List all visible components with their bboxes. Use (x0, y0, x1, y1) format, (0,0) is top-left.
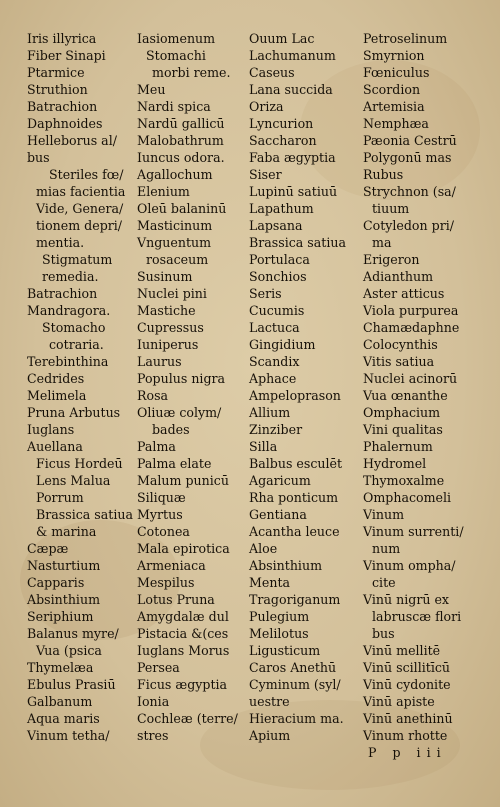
index-entry: Lachumanum (249, 48, 336, 63)
index-entry: Pistacia &(ces (137, 626, 229, 641)
index-entry: Nemphæa (363, 116, 429, 131)
index-entry: Fiber Sinapi (27, 48, 106, 63)
index-entry: Mandragora. (27, 303, 111, 318)
index-entry: Rha ponticum (249, 490, 339, 505)
index-entry: Palma (137, 439, 176, 454)
index-entry: Masticinum (137, 218, 213, 233)
index-entry: Capparis (27, 575, 85, 590)
index-entry: Menta (249, 575, 291, 590)
index-entry: Stigmatum (42, 252, 113, 267)
index-entry: Acantha leuce (249, 524, 340, 539)
index-entry: Batrachion (27, 286, 98, 301)
index-entry: Rosa (137, 388, 169, 403)
index-entry: Nasturtium (27, 558, 101, 573)
index-entry: Vinū nigrū ex (363, 592, 450, 607)
index-entry: Absinthium (27, 592, 101, 607)
index-entry: Mespilus (137, 575, 195, 590)
index-entry: Vinū scillitīcū (363, 660, 451, 675)
index-entry: Polygonū mas (363, 150, 452, 165)
index-entry: Faba ægyptia (249, 150, 336, 165)
index-entry: Cyminum (syl/ (249, 677, 341, 692)
index-entry: Colocynthis (363, 337, 438, 352)
index-entry: Vide, Genera/ (36, 201, 124, 216)
index-entry: Tragoriganum (249, 592, 341, 607)
index-entry: & marina (36, 524, 97, 539)
index-entry: Brassica satiua (249, 235, 346, 250)
index-entry: Malobathrum (137, 133, 224, 148)
index-entry: Laurus (137, 354, 182, 369)
index-entry: Rubus (363, 167, 404, 182)
index-entry: Ptarmice (27, 65, 85, 80)
index-entry: Stomachi (146, 48, 206, 63)
index-entry: Seriphium (27, 609, 94, 624)
index-entry: Zinziber (249, 422, 303, 437)
index-entry: Meu (137, 82, 166, 97)
index-entry: Vua (psica (36, 643, 102, 658)
index-entry: Vnguentum (137, 235, 212, 250)
index-entry: Amygdalæ dul (137, 609, 229, 624)
signature-mark-container (368, 744, 447, 761)
index-entry: Ficus ægyptia (137, 677, 228, 692)
index-entry: Lupinū satiuū (249, 184, 338, 199)
index-entry: Thymelæa (27, 660, 94, 675)
index-entry: Helleborus al/ (27, 133, 117, 148)
index-entry: Vini qualitas (363, 422, 443, 437)
index-entry: Susinum (137, 269, 193, 284)
index-entry: Melimela (27, 388, 87, 403)
index-entry: stres (137, 728, 169, 743)
index-entry: Vinum ompha/ (363, 558, 456, 573)
index-entry: Chamædaphne (363, 320, 460, 335)
index-entry: Caros Anethū (249, 660, 337, 675)
index-entry: Pæonia Cestrū (363, 133, 457, 148)
index-entry: Nuclei acinorū (363, 371, 458, 386)
index-entry: Steriles fœ/ (49, 167, 124, 182)
index-entry: tionem depri/ (36, 218, 123, 233)
index-entry: Cotyledon pri/ (363, 218, 454, 233)
index-entry: Vinum (363, 507, 405, 522)
index-entry: Hydromel (363, 456, 427, 471)
index-entry: Artemisia (363, 99, 425, 114)
index-entry: Fœniculus (363, 65, 430, 80)
index-entry: Mastiche (137, 303, 196, 318)
index-entry: uestre (249, 694, 290, 709)
index-entry: Omphacium (363, 405, 441, 420)
index-entry: Malum punicū (137, 473, 229, 488)
index-entry: Scordion (363, 82, 421, 97)
index-entry: Lana succida (249, 82, 333, 97)
index-entry: Ficus Hordeū (36, 456, 123, 471)
index-entry: Cochleæ (terre/ (137, 711, 238, 726)
index-entry: Armeniaca (137, 558, 206, 573)
index-entry: Oriza (249, 99, 284, 114)
signature-mark: P p iii (368, 745, 447, 760)
index-entry: Vinū mellitē (363, 643, 441, 658)
index-column-3 (249, 30, 346, 744)
index-entry: Iuglans Morus (137, 643, 230, 658)
index-entry: Iris illyrica (27, 31, 97, 46)
index-entry: Agaricum (249, 473, 311, 488)
index-entry: bus (27, 150, 50, 165)
index-entry: Vinū apiste (363, 694, 435, 709)
index-entry: Strychnon (sa/ (363, 184, 456, 199)
index-entry: Iasiomenum (137, 31, 216, 46)
index-entry: Nardū gallicū (137, 116, 225, 131)
index-column-1 (27, 30, 133, 744)
index-entry: Stomacho (42, 320, 106, 335)
index-entry: Siser (249, 167, 282, 182)
index-entry: Siliquæ (137, 490, 186, 505)
index-entry: Balanus myre/ (27, 626, 119, 641)
index-entry: Cæpæ (27, 541, 69, 556)
index-entry: Pruna Arbutus (27, 405, 121, 420)
index-entry: tiuum (372, 201, 410, 216)
index-entry: Nardi spica (137, 99, 211, 114)
index-entry: Terebinthina (27, 354, 109, 369)
index-entry: Balbus esculēt (249, 456, 343, 471)
index-entry: Caseus (249, 65, 295, 80)
index-entry: Gingidium (249, 337, 316, 352)
index-entry: Vinum rhotte (363, 728, 448, 743)
index-entry: Vinū anethinū (363, 711, 453, 726)
index-entry: Batrachion (27, 99, 98, 114)
index-entry: Porrum (36, 490, 84, 505)
index-entry: Lyncurion (249, 116, 314, 131)
index-entry: Saccharon (249, 133, 317, 148)
index-entry: Hieracium ma. (249, 711, 344, 726)
index-entry: Populus nigra (137, 371, 226, 386)
index-entry: remedia. (42, 269, 99, 284)
index-entry: cotraria. (49, 337, 104, 352)
index-entry: Aloe (249, 541, 278, 556)
index-entry: Ouum Lac (249, 31, 315, 46)
index-entry: Phalernum (363, 439, 433, 454)
index-entry: Ligusticum (249, 643, 321, 658)
index-entry: Struthion (27, 82, 88, 97)
index-entry: Galbanum (27, 694, 93, 709)
index-column-2 (137, 30, 238, 744)
index-entry: Allium (249, 405, 291, 420)
index-entry: Portulaca (249, 252, 310, 267)
index-entry: Oliuæ colym/ (137, 405, 222, 420)
index-entry: morbi reme. (152, 65, 231, 80)
index-entry: Daphnoides (27, 116, 103, 131)
index-entry: rosaceum (146, 252, 209, 267)
index-entry: Vinū cydonite (363, 677, 451, 692)
index-entry: Erigeron (363, 252, 420, 267)
index-entry: Cucumis (249, 303, 305, 318)
index-entry: Cotonea (137, 524, 190, 539)
index-entry: Seris (249, 286, 282, 301)
index-entry: Lapathum (249, 201, 314, 216)
index-entry: bades (152, 422, 190, 437)
index-entry: Vua œnanthe (363, 388, 448, 403)
index-entry: Aphace (249, 371, 297, 386)
index-entry: Petroselinum (363, 31, 448, 46)
index-entry: Auellana (27, 439, 83, 454)
index-entry: Ionia (137, 694, 170, 709)
index-entry: Pulegium (249, 609, 310, 624)
index-entry: Iuniperus (137, 337, 199, 352)
index-entry: Ampeloprason (249, 388, 341, 403)
index-entry: Apium (249, 728, 291, 743)
index-entry: Lactuca (249, 320, 300, 335)
index-entry: ma (372, 235, 392, 250)
index-entry: num (372, 541, 401, 556)
index-entry: Scandix (249, 354, 300, 369)
index-entry: Palma elate (137, 456, 212, 471)
index-entry: mentia. (36, 235, 85, 250)
index-entry: Nuclei pini (137, 286, 207, 301)
index-entry: Agallochum (137, 167, 213, 182)
index-entry: Vitis satiua (363, 354, 435, 369)
index-entry: Lotus Pruna (137, 592, 215, 607)
index-entry: Sonchios (249, 269, 307, 284)
index-entry: Vinum surrenti/ (363, 524, 464, 539)
index-entry: Viola purpurea (363, 303, 459, 318)
index-entry: Omphacomeli (363, 490, 452, 505)
index-entry: Gentiana (249, 507, 307, 522)
index-entry: bus (372, 626, 395, 641)
index-entry: Brassica satiua (36, 507, 133, 522)
index-entry: Aqua maris (27, 711, 100, 726)
index-entry: mias facientia (36, 184, 126, 199)
index-entry: Vinum tetha/ (27, 728, 110, 743)
index-entry: Silla (249, 439, 278, 454)
index-entry: Lens Malua (36, 473, 111, 488)
index-entry: Thymoxalme (363, 473, 445, 488)
index-entry: Cedrides (27, 371, 85, 386)
index-entry: Melilotus (249, 626, 309, 641)
index-entry: Myrtus (137, 507, 183, 522)
index-entry: cite (372, 575, 396, 590)
index-entry: Smyrnion (363, 48, 425, 63)
index-entry: Iuncus odora. (137, 150, 225, 165)
index-entry: Persea (137, 660, 180, 675)
index-entry: Lapsana (249, 218, 303, 233)
index-entry: Adianthum (363, 269, 434, 284)
index-entry: Oleū balaninū (137, 201, 227, 216)
index-entry: Ebulus Prasiū (27, 677, 116, 692)
index-column-4 (363, 30, 464, 744)
index-entry: Aster atticus (363, 286, 445, 301)
index-entry: labruscæ flori (372, 609, 462, 624)
index-entry: Iuglans (27, 422, 75, 437)
index-entry: Mala epirotica (137, 541, 230, 556)
index-entry: Elenium (137, 184, 190, 199)
index-entry: Absinthium (249, 558, 323, 573)
index-entry: Cupressus (137, 320, 204, 335)
